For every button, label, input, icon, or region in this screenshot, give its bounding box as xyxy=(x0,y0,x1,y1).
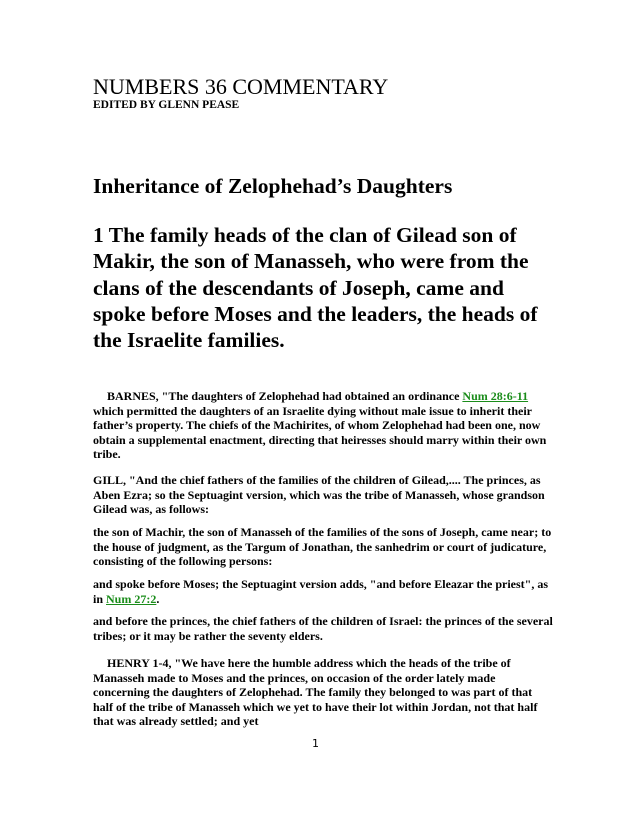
verse-text: 1 The family heads of the clan of Gilead son of Makir, the son of Manasseh, who were from the clans of the descendants of Joseph, came and spoke before Moses and the leaders, the heads of the Israelite families. xyxy=(93,223,538,353)
document-title: NUMBERS 36 COMMENTARY xyxy=(93,74,389,99)
section-heading: Inheritance of Zelophehad’s Daughters xyxy=(93,174,453,198)
gill-paragraph-3 xyxy=(93,577,555,606)
page-number: 1 xyxy=(312,737,319,750)
gill-3-text-after: . xyxy=(156,591,160,606)
barnes-text-before: BARNES, "The daughters of Zelophehad had obtained an ordinance xyxy=(107,389,463,403)
document-subtitle: EDITED BY GLENN PEASE xyxy=(93,99,240,111)
henry-paragraph: HENRY 1-4, "We have here the humble address which the heads of the tribe of Manasseh made to Moses and the princes, on occasion of the order lately made concerning the daughters of Zelophehad. The family they belonged to was part of that half of the tribe of Manasseh which we yet to have their lot within Jordan, not that half that was already settled; and yet xyxy=(93,656,538,729)
gill-paragraph-2: the son of Machir, the son of Manasseh of the families of the sons of Joseph, came near; to the house of judgment, as the Targum of Jonathan, the sanhedrim or court of judicature, consisting of the following persons: xyxy=(93,525,552,569)
gill-paragraph-4: and before the princes, the chief fathers of the children of Israel: the princes of the several tribes; or it may be rather the seventy elders. xyxy=(93,614,553,643)
barnes-paragraph xyxy=(93,389,555,462)
gill-3-text-before: and spoke before Moses; the Septuagint version adds, "and before Eleazar the priest", as in xyxy=(93,577,548,606)
barnes-text-after: which permitted the daughters of an Israelite dying without male issue to inherit their father’s property. The chiefs of the Machirites, of whom Zelophehad had been one, now obtain a supplemental enactment, directing that heiresses should marry within their own tribe. xyxy=(93,403,547,462)
scripture-link-num-28[interactable]: Num 28:6-11 xyxy=(462,389,529,403)
scripture-link-num-27[interactable]: Num 27:2 xyxy=(106,591,157,606)
gill-paragraph-1: GILL, "And the chief fathers of the families of the children of Gilead,.... The princes, as Aben Ezra; so the Septuagint version, which was the tribe of Manasseh, whose grandson Gilead was, as follows: xyxy=(93,473,545,517)
